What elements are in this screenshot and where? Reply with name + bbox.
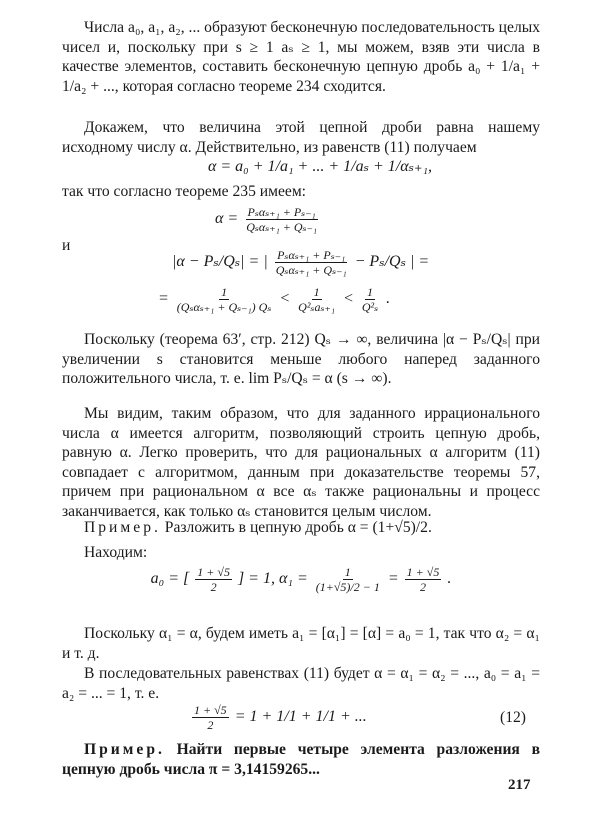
find-label: Находим:	[84, 544, 148, 561]
paragraph-1: Числа a₀, a₁, a₂, ... образуют бесконечную последовательность целых чисел и, поскольку при s ≥ 1 aₛ ≥ 1, мы можем, взяв эти числа в качестве элементов, составить бесконечную цепную дробь a₀ + 1/a₁ + 1/a₂ + ..., которая согласно теореме 234 сходится.	[62, 19, 540, 95]
eq5-num-1: 1 + √5	[197, 565, 230, 579]
eq4-fraction-3	[360, 285, 380, 314]
paragraph-3: так что согласно теореме 235 имеем:	[62, 183, 307, 200]
eq4-num-3: 1	[366, 285, 373, 299]
paragraph-4: Поскольку (теорема 63′, стр. 212) Qₛ → ∞, величина |α − Pₛ/Qₛ| при увеличении s становится меньше любого наперед заданного положительного числа, т. е. lim Pₛ/Qₛ = α (s → ∞).	[62, 331, 540, 387]
page-number: 217	[508, 777, 531, 793]
eq6-numerator: 1 + √5	[194, 703, 227, 717]
eq3-fraction	[274, 248, 349, 277]
eq2-denominator: Qₛαₛ₊₁ + Qₛ₋₁	[246, 220, 318, 234]
eq5-den-1: 2	[210, 580, 217, 594]
paragraph-7: В последовательных равенствах (11) будет α = α₁ = α₂ = ..., a₀ = a₁ = a₂ = ... = 1, т. е.	[62, 665, 540, 702]
equation-alpha-fraction	[215, 205, 321, 234]
eq5-den-3: 2	[419, 580, 426, 594]
eq5-den-2: (1+√5)/2 − 1	[315, 580, 380, 594]
paragraph-6: Поскольку α₁ = α, будем иметь a₁ = [α₁] = [α] = a₀ = 1, так что α₂ = α₁ и т. д.	[62, 625, 540, 662]
eq2-fraction	[244, 205, 319, 234]
equation-first-steps: a₀ = [ $\frac{1 + √5}{2}$ ] = 1, α₁ = $\frac{1}{(1+√5)/2 - 1}$ = $\frac{1 + √5}{2}$ .	[150, 565, 452, 594]
equation-continued-fraction: α = a₀ + 1/a₁ + ... + 1/aₛ + 1/αₛ₊₁,	[207, 158, 433, 175]
and-label: и	[62, 237, 71, 254]
eq6-fraction	[192, 703, 229, 732]
equation-difference	[172, 248, 429, 277]
eq2-numerator: Pₛαₛ₊₁ + Pₛ₋₁	[247, 205, 316, 219]
eq5-part-c: =	[387, 570, 399, 588]
eq6-rhs: = 1 + 1/1 + 1/1 + ...	[234, 708, 367, 726]
equation-estimate: = $\frac{1}{\text{(Qₛαₛ₊₁ + Qₛ₋₁) Qₛ}}$ < $\frac{1}{\text{Q²ₛaₛ₊₁}}$ < $\frac{1}{\text{Q²ₛ}}$ .	[158, 285, 391, 314]
eq4-fraction-2	[296, 285, 337, 314]
eq4-lead: =	[158, 290, 169, 308]
eq5-num-2: 1	[344, 565, 351, 579]
example-2-text: Найти первые четыре элемента разложения в цепную дробь числа π = 3,14159265...	[62, 741, 540, 778]
eq4-den-2: Q²ₛaₛ₊₁	[298, 300, 336, 314]
eq5-fraction-1	[195, 565, 232, 594]
eq5-num-3: 1 + √5	[406, 565, 440, 579]
paragraph-5: Мы видим, таким образом, что для заданного иррационального числа α имеется алгоритм, позволяющий строить цепную дробь, равную α. Легко проверить, что для рациональных α алгоритм (11) совпадает с алгоритмом, данным при доказательстве теоремы 57, причем при рациональном α все αₛ также рациональны и процесс заканчивается, как только αₛ становится целым числом.	[62, 405, 540, 520]
eq3-left: |α − Pₛ/Qₛ| = |	[172, 253, 268, 271]
example-1	[62, 518, 540, 538]
example-2	[62, 740, 540, 779]
eq4-num-2: 1	[313, 285, 320, 299]
eq3-numerator: Pₛαₛ₊₁ + Pₛ₋₁	[277, 248, 346, 262]
eq2-lhs: α =	[215, 210, 239, 228]
example-1-label: Пример.	[84, 519, 161, 536]
paragraph-2: Докажем, что величина этой цепной дроби равна нашему исходному числу α. Действительно, из равенств (11) получаем	[62, 119, 540, 156]
eq3-right: − Pₛ/Qₛ | =	[354, 253, 430, 271]
eq5-fraction-2	[314, 565, 382, 594]
equation-golden-ratio	[190, 703, 367, 732]
example-1-text: Разложить в цепную дробь α = (1+√5)/2.	[164, 519, 432, 536]
eq5-part-b: ] = 1, α₁ =	[237, 570, 308, 588]
example-2-label: Пример.	[84, 741, 165, 758]
eq4-den-1: (Qₛαₛ₊₁ + Qₛ₋₁) Qₛ	[176, 300, 272, 314]
eq4-fraction-1	[175, 285, 274, 314]
eq3-denominator: Qₛαₛ₊₁ + Qₛ₋₁	[275, 263, 347, 277]
eq5-part-a: a₀ = [	[150, 570, 190, 588]
eq5-fraction-3	[405, 565, 442, 594]
eq4-num-1: 1	[221, 285, 228, 299]
equation-number: (12)	[500, 709, 526, 726]
eq6-denominator: 2	[207, 718, 214, 732]
eq4-den-3: Q²ₛ	[361, 300, 379, 314]
